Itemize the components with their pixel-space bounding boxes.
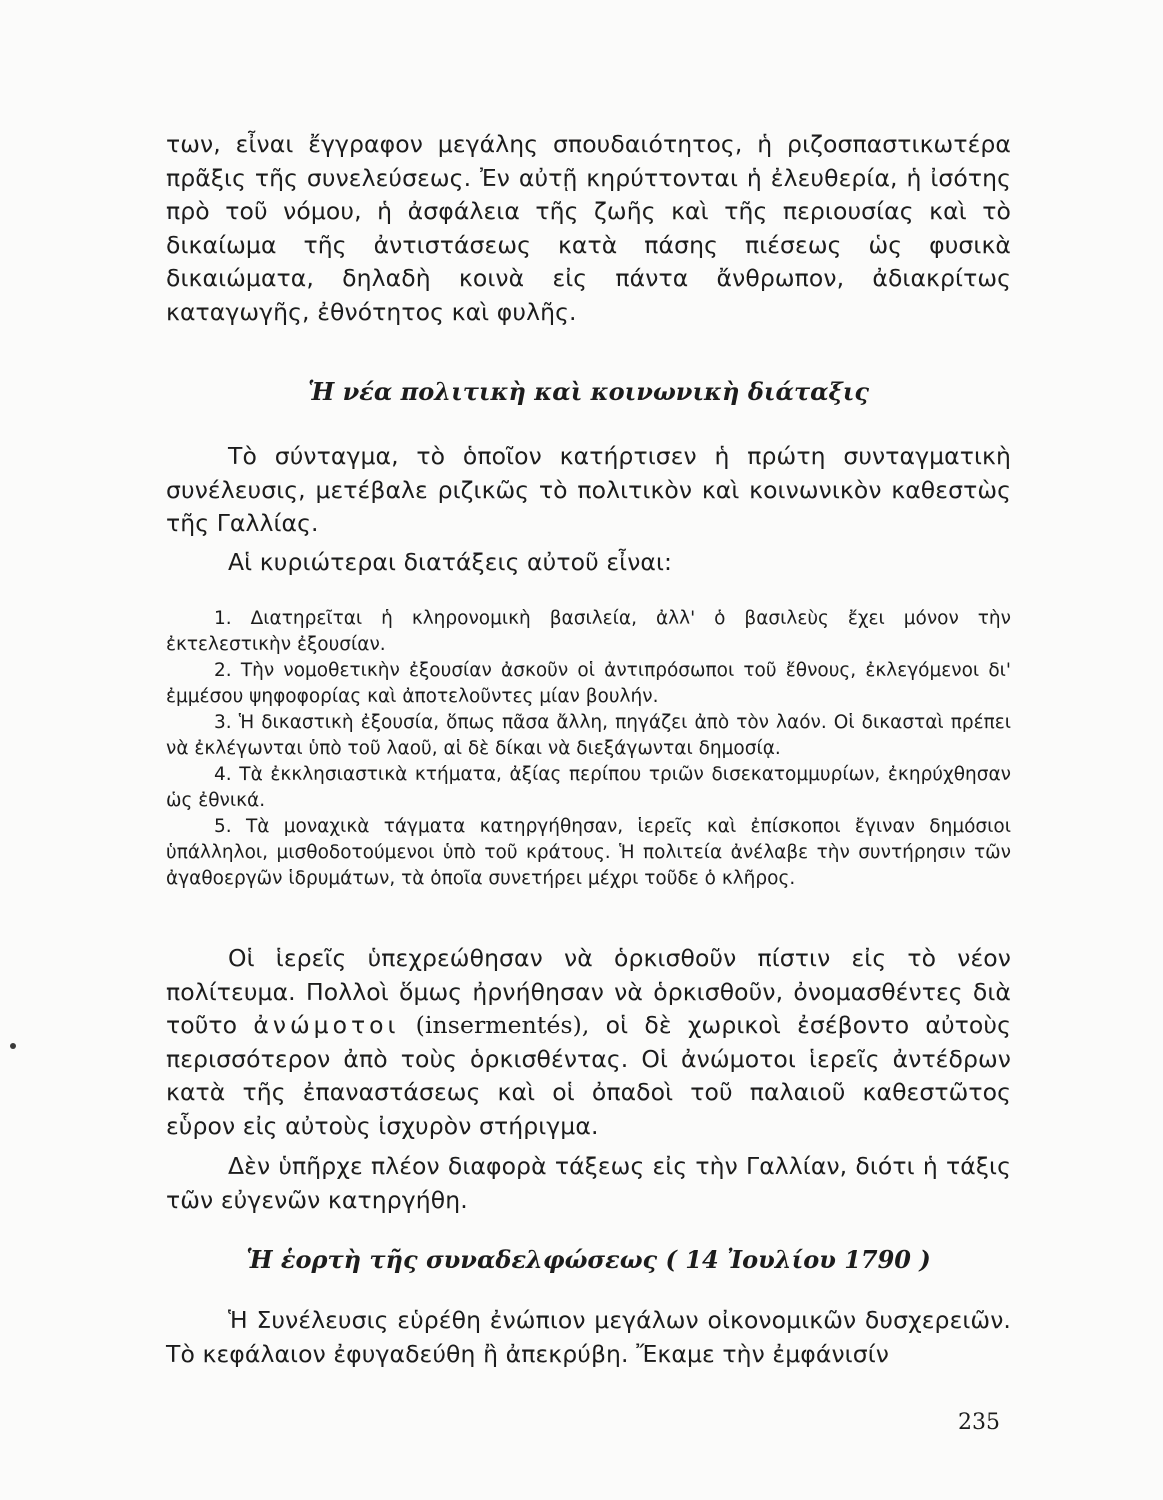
list-item: 1. Διατηρεῖται ἡ κληρονομικὴ βασιλεία, ἀλλ' ὁ βασιλεὺς ἔχει μόνον τὴν ἐκτελεστικὴν ἐξουσίαν.	[166, 608, 1011, 655]
list-item: 2. Τὴν νομοθετικὴν ἐξουσίαν ἀσκοῦν οἱ ἀντιπρόσωποι τοῦ ἔθνους, ἐκλεγόμενοι δι' ἐμμέσου ψηφοφορίας καὶ ἀποτελοῦντες μίαν βουλήν.	[166, 660, 1011, 707]
spaced-term: ἀνώμοτοι	[253, 1011, 400, 1039]
top-paragraph: των, εἶναι ἔγγραφον μεγάλης σπουδαιότητος, ἡ ριζοσπαστικωτέρα πρᾶξις τῆς συνελεύσεως. Ἐν αὐτῇ κηρύττονται ἡ ἐλευθερία, ἡ ἰσότης πρὸ τοῦ νόμου, ἡ ἀσφάλεια τῆς ζωῆς καὶ τῆς περιουσίας καὶ τὸ δικαίωμα τῆς ἀντιστάσεως κατὰ πάσης πιέσεως ὡς φυσικὰ δικαιώματα, δηλαδὴ κοινὰ εἰς πάντα ἄνθρωπον, ἀδιακρίτως καταγωγῆς, ἐθνότητος καὶ φυλῆς.	[166, 130, 1011, 326]
list-item: 5. Τὰ μοναχικὰ τάγματα κατηργήθησαν, ἱερεῖς καὶ ἐπίσκοποι ἔγιναν δημόσιοι ὑπάλληλοι, μισθοδοτούμενοι ὑπὸ τοῦ κράτους. Ἡ πολιτεία ἀνέλαβε τὴν συντήρησιν τῶν ἀγαθοεργῶν ἱδρυμάτων, τὰ ὁποῖα συνετήρει μέχρι τοῦδε ὁ κλῆρος.	[166, 816, 1011, 889]
scan-speck	[10, 1043, 16, 1049]
section-heading-political-order: Ἡ νέα πολιτικὴ καὶ κοινωνικὴ διάταξις	[308, 377, 869, 406]
priests-text-end: οἱ δὲ χωρικοὶ ἐσέβοντο αὐτοὺς περισσότερον ἀπὸ τοὺς ὁρκισθέντας. Οἱ ἀνώμοτοι ἱερεῖς ἀντέδρων κατὰ τῆς ἐπαναστάσεως καὶ οἱ ὀπαδοὶ τοῦ παλαιοῦ καθεστῶτος εὗρον εἰς αὐτοὺς ἰσχυρὸν στήριγμα.	[166, 1011, 1011, 1140]
assembly-paragraph: Ἡ Συνέλευσις εὑρέθη ἐνώπιον μεγάλων οἰκονομικῶν δυσχερειῶν. Τὸ κεφάλαιον ἐφυγαδεύθη ἢ ἀπεκρύβη. Ἔκαμε τὴν ἐμφάνισίν	[166, 1306, 1011, 1368]
page-number: 235	[958, 1410, 1000, 1435]
section-heading-fraternity-festival: Ἡ ἑορτὴ τῆς συναδελφώσεως ( 14 Ἰουλίου 1790 )	[246, 1245, 931, 1274]
nobility-paragraph: Δὲν ὑπῆρχε πλέον διαφορὰ τάξεως εἰς τὴν Γαλλίαν, διότι ἡ τάξις τῶν εὐγενῶν κατηργήθη.	[166, 1152, 1011, 1214]
list-item: 3. Ἡ δικαστικὴ ἐξουσία, ὅπως πᾶσα ἄλλη, πηγάζει ἀπὸ τὸν λαόν. Οἱ δικασταὶ πρέπει νὰ ἐκλέγωνται ὑπὸ τοῦ λαοῦ, αἱ δὲ δίκαι νὰ διεξάγωνται δημοσίᾳ.	[166, 712, 1011, 759]
constitution-intro-paragraph: Τὸ σύνταγμα, τὸ ὁποῖον κατήρτισεν ἡ πρώτη συνταγματικὴ συνέλευσις, μετέβαλε ριζικῶς τὸ πολιτικὸν καὶ κοινωνικὸν καθεστὼς τῆς Γαλλίας.	[166, 442, 1011, 537]
list-item: 4. Τὰ ἐκκλησιαστικὰ κτήματα, ἀξίας περίπου τριῶν δισεκατομμυρίων, ἐκηρύχθησαν ὡς ἐθνικά.	[166, 764, 1011, 811]
provisions-lead: Αἱ κυριώτεραι διατάξεις αὐτοῦ εἶναι:	[228, 548, 673, 576]
priests-text-start: Οἱ ἱερεῖς ὑπεχρεώθησαν νὰ ὁρκισθοῦν πίστιν εἰς τὸ νέον πολίτευμα. Πολλοὶ ὅμως ἠρνήθησαν νὰ ὁρκισθοῦν, ὀνομασθέντες διὰ τοῦτο	[166, 944, 1011, 1039]
priests-paragraph	[166, 942, 1011, 1143]
provisions-list	[166, 606, 1011, 892]
french-term: (insermentés),	[415, 1011, 590, 1039]
